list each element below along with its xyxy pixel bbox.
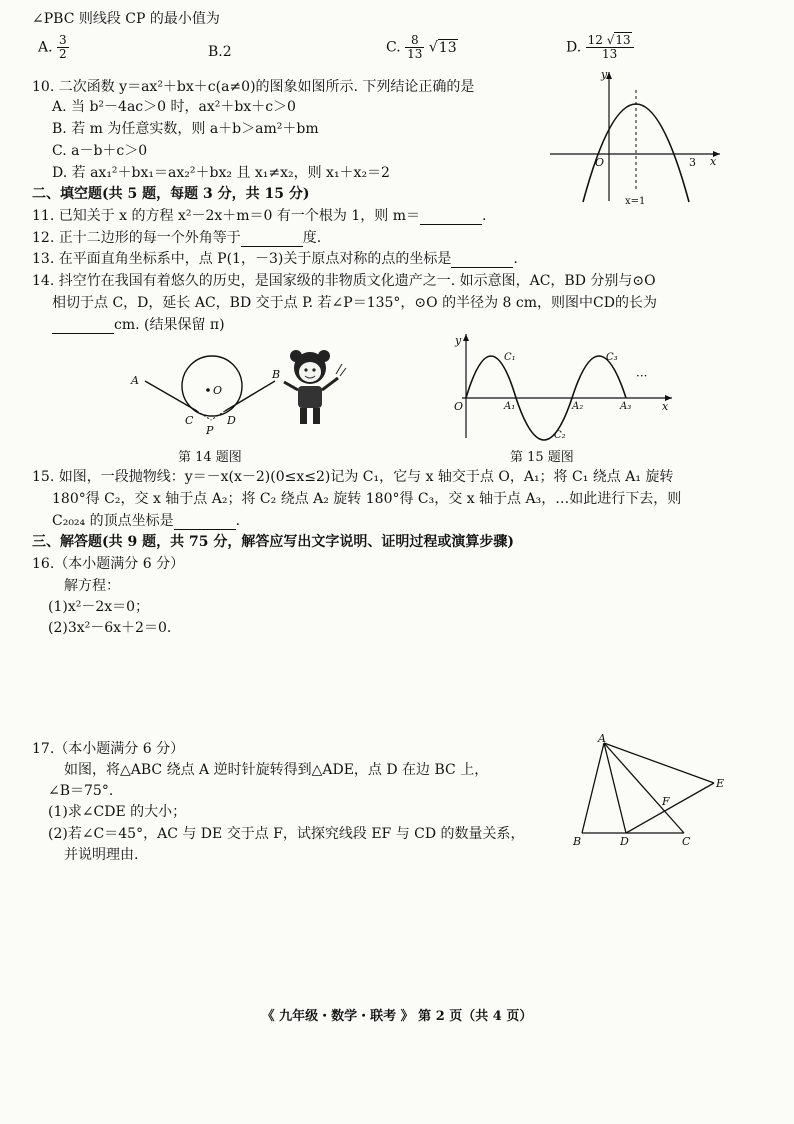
q9-tail: ∠PBC 则线段 CP 的最小值为 (32, 11, 220, 27)
answer-blank[interactable] (241, 246, 303, 247)
q12-end: 度. (302, 230, 322, 246)
root-label: 3 (689, 156, 696, 169)
q14-line-1: 14. 抖空竹在我国有着悠久的历史，是国家级的非物质文化遗产之一. 如示意图，AC，BD 分别与⊙O (32, 273, 656, 289)
ellipsis-label: ··· (636, 369, 648, 383)
page-footer: 《 九年级・数学・联考 》 第 2 页（共 4 页） (261, 1009, 533, 1024)
q15-line-2: 180°得 C₂，交 x 轴于点 A₂；将 C₂ 绕点 A₂ 旋转 180°得 C₃，交 x 轴于点 A₃，…如此进行下去，则 (52, 491, 682, 507)
origin-label: O (454, 400, 464, 413)
q11 (32, 207, 486, 225)
symmetry-axis-label: x=1 (625, 196, 646, 207)
q15-line-1: 15. 如图，一段抛物线：y＝－x(x－2)(0≤x≤2)记为 C₁，它与 x 轴交于点 O，A₁；将 C₁ 绕点 A₁ 旋转 (32, 469, 674, 485)
numerator: 12 (587, 33, 603, 47)
q13-text: 13. 在平面直角坐标系中，点 P(1，－3)关于原点对称的点的坐标是 (32, 251, 452, 267)
curve-c2-label: C₂ (554, 430, 566, 441)
x-axis-label: x (662, 400, 669, 413)
q14-figure-caption: 第 14 题图 (178, 450, 242, 465)
q10-parabola-graph (545, 68, 730, 208)
q17-part-2: (2)若∠C＝45°，AC 与 DE 交于点 F，试探究线段 EF 与 CD 的数量关系， (48, 826, 525, 842)
denominator: 13 (407, 47, 423, 61)
point-a2-label: A₂ (572, 401, 584, 412)
section-2-heading: 二、填空题(共 5 题，每题 3 分，共 15 分) (32, 186, 310, 202)
y-axis-label: y (601, 68, 608, 81)
q11-end: . (482, 208, 487, 224)
q10-option-a: A. 当 b²－4ac＞0 时，ax²＋bx＋c＞0 (52, 99, 296, 115)
section-3-heading: 三、解答题(共 9 题，共 75 分，解答应写出文字说明、证明过程或演算步骤) (32, 534, 514, 550)
segment-ab (582, 743, 604, 833)
q12-text: 12. 正十二边形的每一个外角等于 (32, 230, 241, 246)
q17-part-1: (1)求∠CDE 的大小； (48, 804, 187, 820)
q15-line-3-text: C₂₀₂₄ 的顶点坐标是 (52, 513, 174, 529)
q15-end: . (235, 513, 241, 529)
curve-c3-label: C₃ (606, 352, 618, 363)
point-a-label: A (131, 374, 139, 387)
point-c-label: C (682, 835, 691, 848)
y-axis-arrow (463, 334, 469, 341)
q16-intro: 解方程： (64, 578, 120, 594)
q16-part-2: (2)3x²－6x＋2＝0. (48, 620, 172, 636)
point-b-label: B (272, 368, 281, 381)
option-label: A. (38, 39, 53, 56)
curve-c1-label: C₁ (504, 352, 516, 363)
option-label: D. (566, 39, 582, 56)
q17-title: 17.（本小题满分 6 分） (32, 741, 185, 757)
answer-blank[interactable] (52, 333, 114, 334)
denominator: 13 (602, 47, 618, 61)
option-value: 2 (222, 44, 232, 60)
q16-title: 16.（本小题满分 6 分） (32, 556, 185, 572)
q9-option-b (208, 44, 232, 60)
radicand: 13 (438, 39, 457, 56)
q13-end: . (513, 251, 518, 267)
q9-option-a (38, 34, 69, 61)
segment-de (626, 783, 714, 833)
point-d-label: D (620, 835, 629, 848)
numerator: 3 (59, 33, 67, 47)
q9-option-d: D. $\frac{12 √13}{13}$ (566, 34, 634, 61)
point-d-label: D (227, 414, 236, 427)
q17-line-1: 如图，将△ABC 绕点 A 逆时针旋转得到△ADE，点 D 在边 BC 上， (64, 762, 489, 778)
option-label: C. (386, 39, 401, 56)
point-f-label: F (662, 795, 670, 808)
center-point (206, 388, 210, 392)
x-axis-label: x (710, 155, 717, 168)
q17-line-2: ∠B＝75°. (48, 783, 114, 799)
point-a1-label: A₁ (504, 401, 516, 412)
origin-label: O (595, 156, 605, 169)
point-a-label: A (598, 732, 606, 745)
q13 (32, 250, 518, 268)
point-c-label: C (185, 414, 194, 427)
q15-line-3 (52, 512, 240, 530)
answer-blank[interactable] (420, 224, 482, 225)
radicand: 13 (615, 33, 631, 47)
q15-figure (450, 328, 680, 443)
answer-blank[interactable] (174, 529, 236, 530)
point-b-label: B (573, 835, 582, 848)
q16-part-1: (1)x²－2x＝0； (48, 599, 150, 615)
point-e-label: E (716, 777, 725, 790)
q14-line-3-text: cm. (结果保留 π) (114, 317, 225, 333)
q17-figure (570, 732, 730, 850)
segment-ad (604, 743, 626, 833)
curve-c3 (572, 356, 626, 398)
segment-ae (604, 743, 714, 783)
q14-line-2: 相切于点 C，D，延长 AC，BD 交于点 P. 若∠P＝135°，⊙O 的半径为 8 cm，则图中CD的长为 (52, 295, 657, 311)
q9-option-c: C. $\frac{8}{13}$ √13 (386, 33, 457, 61)
tangent-bd (225, 381, 275, 411)
point-o-label: O (213, 384, 223, 397)
point-a3-label: A₃ (620, 401, 632, 412)
q10-option-d: D. 若 ax₁²＋bx₁＝ax₂²＋bx₂ 且 x₁≠x₂，则 x₁＋x₂＝2 (52, 165, 390, 181)
tangent-ac (145, 381, 197, 411)
numerator: 8 (405, 34, 424, 48)
q10-option-c: C. a－b＋c＞0 (52, 143, 148, 159)
option-label: B. (208, 44, 223, 60)
q12 (32, 229, 321, 247)
q10-option-b: B. 若 m 为任意实数，则 a＋b＞am²＋bm (52, 121, 319, 137)
y-axis-label: y (455, 334, 462, 347)
point-p-label: P (206, 424, 214, 437)
kongzhu-cartoon-icon (278, 348, 350, 430)
answer-blank[interactable] (451, 267, 513, 268)
q11-text: 11. 已知关于 x 的方程 x²－2x＋m＝0 有一个根为 1，则 m＝ (32, 208, 420, 224)
segment-ac (604, 743, 684, 833)
q10-stem: 10. 二次函数 y＝ax²＋bx＋c(a≠0)的图象如图所示. 下列结论正确的是 (32, 79, 475, 95)
denominator: 2 (59, 47, 67, 61)
q15-figure-caption: 第 15 题图 (510, 450, 574, 465)
q14-line-3 (52, 316, 225, 334)
q17-part-2-cont: 并说明理由. (64, 847, 139, 863)
